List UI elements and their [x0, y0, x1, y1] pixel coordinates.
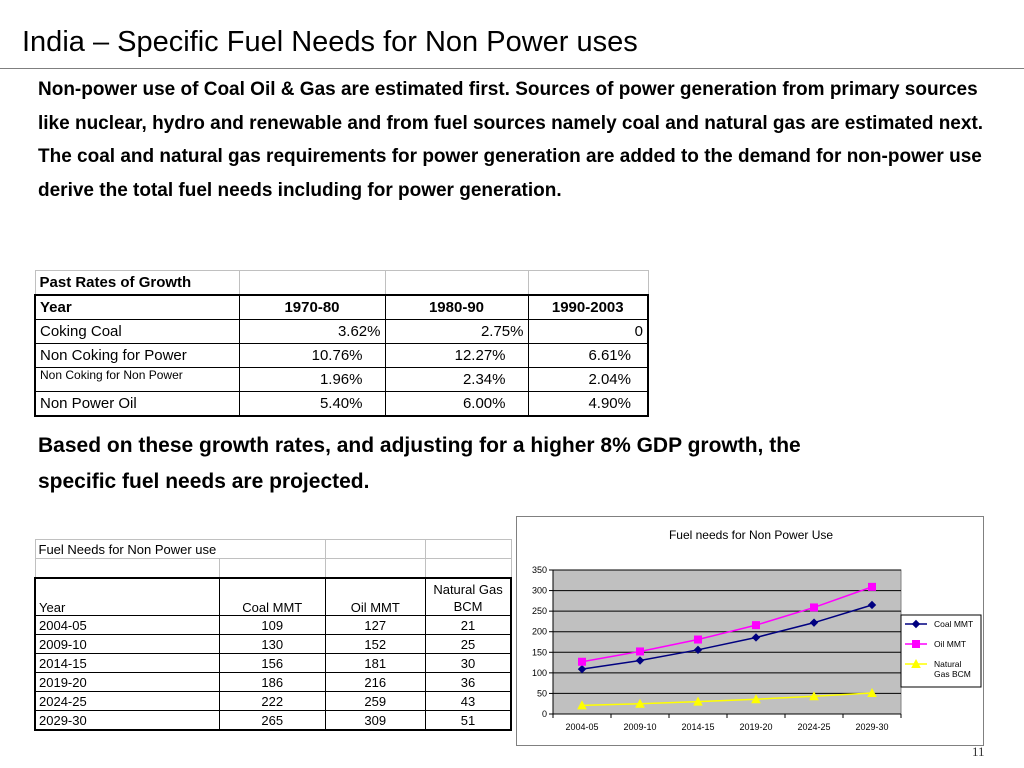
x-tick-label: 2024-25	[797, 722, 831, 732]
table-row	[35, 368, 648, 392]
row-label: Non Coking for Non Power	[35, 368, 239, 392]
table-cell: 5.40%	[239, 392, 385, 417]
growth-table-caption: Past Rates of Growth	[35, 271, 239, 296]
table-cell: 2.34%	[385, 368, 528, 392]
table-cell: 222	[219, 692, 325, 711]
row-label: Coking Coal	[35, 320, 239, 344]
column-header: Natural Gas BCM	[425, 578, 511, 616]
table-header-row	[35, 578, 511, 616]
data-point	[579, 658, 586, 665]
table-cell: 36	[425, 673, 511, 692]
x-tick-label: 2019-20	[739, 722, 773, 732]
y-tick-label: 0	[541, 709, 547, 719]
legend-label: Natural	[934, 659, 962, 669]
row-label: 2019-20	[35, 673, 219, 692]
y-tick-label: 150	[531, 647, 547, 658]
slide-title: India – Specific Fuel Needs for Non Power uses	[22, 26, 638, 58]
data-point	[811, 604, 818, 611]
plot-area	[553, 570, 901, 714]
data-point	[753, 622, 760, 629]
table-row	[35, 320, 648, 344]
table-cell: 130	[219, 635, 325, 654]
data-point	[637, 648, 644, 655]
legend-label: Oil MMT	[934, 639, 967, 649]
y-tick-label: 300	[531, 585, 547, 596]
table-cell: 21	[425, 616, 511, 635]
table-cell: 109	[219, 616, 325, 635]
table-row	[35, 673, 511, 692]
table-cell: 216	[325, 673, 425, 692]
x-tick-label: 2029-30	[855, 722, 889, 732]
table-row	[35, 692, 511, 711]
column-header: 1990-2003	[528, 295, 648, 320]
fuel-needs-chart	[516, 516, 984, 746]
legend-label: Coal MMT	[934, 619, 974, 629]
legend-label: Gas BCM	[934, 669, 971, 679]
table-cell: 43	[425, 692, 511, 711]
row-label: 2014-15	[35, 654, 219, 673]
table-cell: 25	[425, 635, 511, 654]
table-cell: 156	[219, 654, 325, 673]
table-cell: 0	[528, 320, 648, 344]
spacer-row	[35, 559, 511, 579]
y-tick-label: 50	[536, 688, 547, 699]
table-cell: 2.75%	[385, 320, 528, 344]
table-caption-row	[35, 540, 511, 559]
title-divider	[0, 68, 1024, 69]
row-label: 2009-10	[35, 635, 219, 654]
table-cell: 3.62%	[239, 320, 385, 344]
row-label: 2004-05	[35, 616, 219, 635]
line-chart	[517, 517, 983, 745]
table-cell: 186	[219, 673, 325, 692]
table-cell: 181	[325, 654, 425, 673]
row-label: Non Coking for Power	[35, 344, 239, 368]
column-header: 1970-80	[239, 295, 385, 320]
row-label: 2024-25	[35, 692, 219, 711]
intro-paragraph: Non-power use of Coal Oil & Gas are estimated first. Sources of power generation from primary sources like nuclear, hydro and renewable and from fuel sources namely coal and natural gas are estimated next. The coal and natural gas requirements for power generation are added to the demand for non-power use derive the total fuel needs including for power generation.	[38, 79, 984, 201]
legend-marker	[913, 641, 920, 648]
table-header-row	[35, 295, 648, 320]
table-caption-row	[35, 271, 648, 296]
table-cell: 51	[425, 711, 511, 731]
table-row	[35, 654, 511, 673]
table-row	[35, 344, 648, 368]
x-tick-label: 2004-05	[565, 722, 599, 732]
column-header: Year	[35, 578, 219, 616]
column-header: Oil MMT	[325, 578, 425, 616]
table-cell: 6.00%	[385, 392, 528, 417]
data-point	[695, 636, 702, 643]
table-row	[35, 711, 511, 731]
table-row	[35, 635, 511, 654]
table-cell: 259	[325, 692, 425, 711]
row-label: Non Power Oil	[35, 392, 239, 417]
column-header: 1980-90	[385, 295, 528, 320]
data-point	[869, 583, 876, 590]
y-tick-label: 100	[531, 667, 547, 678]
row-label: 2029-30	[35, 711, 219, 731]
conclusion-paragraph: Based on these growth rates, and adjusting for a higher 8% GDP growth, the specific fuel needs are projected.	[38, 434, 801, 493]
column-header: Year	[35, 295, 239, 320]
page-number: 11	[972, 744, 985, 759]
table-cell: 152	[325, 635, 425, 654]
x-tick-label: 2014-15	[681, 722, 715, 732]
table-row	[35, 616, 511, 635]
table-cell: 12.27%	[385, 344, 528, 368]
table-row	[35, 392, 648, 417]
chart-title: Fuel needs for Non Power Use	[668, 528, 834, 542]
table-cell: 265	[219, 711, 325, 731]
table-cell: 2.04%	[528, 368, 648, 392]
y-tick-label: 250	[531, 606, 547, 617]
table-cell: 309	[325, 711, 425, 731]
fuel-table-caption: Fuel Needs for Non Power use	[35, 540, 219, 559]
x-tick-label: 2009-10	[623, 722, 657, 732]
y-tick-label: 200	[531, 626, 547, 637]
table-cell: 6.61%	[528, 344, 648, 368]
growth-rates-table	[34, 270, 649, 417]
fuel-needs-table	[34, 539, 512, 731]
column-header: Coal MMT	[219, 578, 325, 616]
table-cell: 127	[325, 616, 425, 635]
table-cell: 30	[425, 654, 511, 673]
table-cell: 10.76%	[239, 344, 385, 368]
table-cell: 1.96%	[239, 368, 385, 392]
y-tick-label: 350	[531, 565, 547, 575]
table-cell: 4.90%	[528, 392, 648, 417]
